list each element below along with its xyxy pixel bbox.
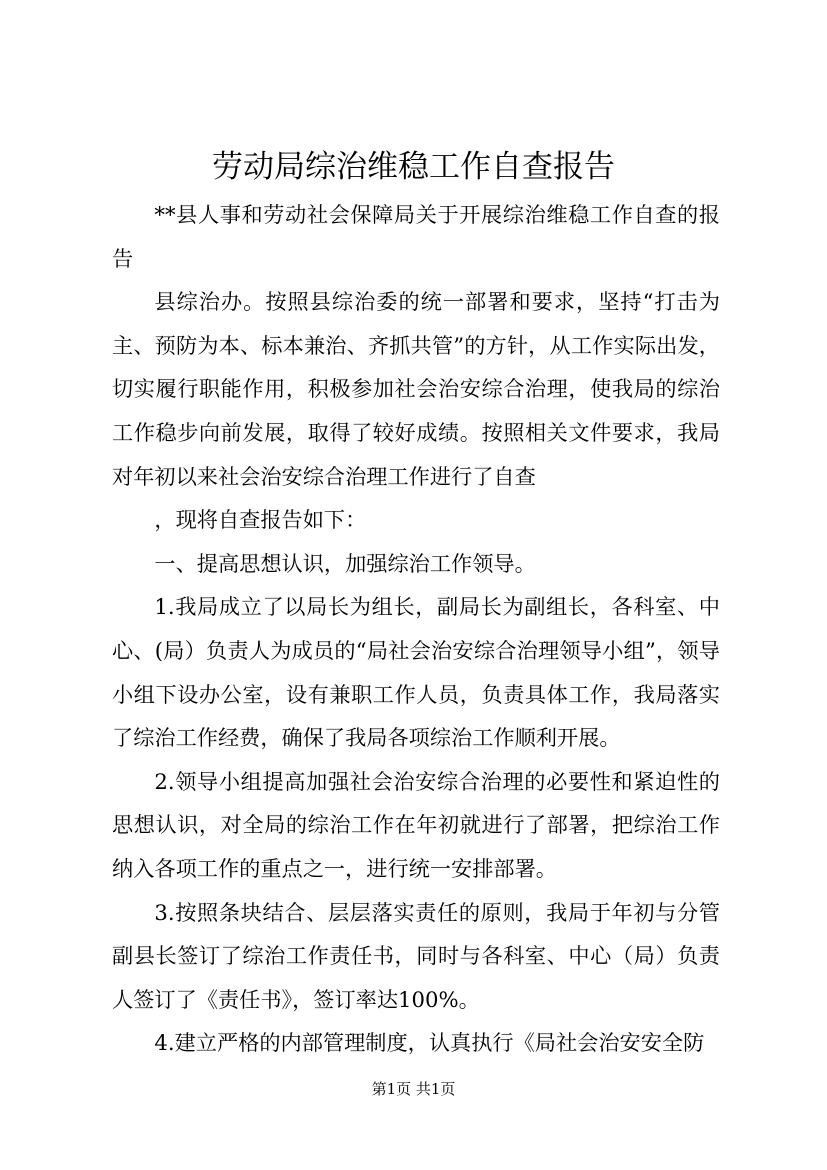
paragraph-item-2: 2.领导小组提高加强社会治安综合治理的必要性和紧迫性的思想认识，对全局的综治工作在年初就进行了部署，把综治工作纳入各项工作的重点之一，进行统一安排部署。	[112, 768, 720, 881]
page-footer: 第1页 共1页	[371, 1080, 456, 1098]
document-body	[112, 193, 720, 1065]
paragraph-heading-line: **县人事和劳动社会保障局关于开展综治维稳工作自查的报告	[112, 202, 720, 271]
paragraph-item-1: 1.我局成立了以局长为组长，副局长为副组长，各科室、中心、(局）负责人为成员的“局社会治安综合治理领导小组”，领导小组下设办公室，设有兼职工作人员，负责具体工作，我局落实了综治工作经费，确保了我局各项综治工作顺利开展。	[112, 594, 720, 751]
paragraph-intro: 县综治办。按照县综治委的统一部署和要求，坚持“打击为主、预防为本、标本兼治、齐抓共管”的方针，从工作实际出发，切实履行职能作用，积极参加社会治安综合治理，使我局的综治工作稳步向前发展，取得了较好成绩。按照相关文件要求，我局对年初以来社会治安综合治理工作进行了自查	[112, 289, 720, 489]
paragraph-item-3: 3.按照条块结合、层层落实责任的原则，我局于年初与分管副县长签订了综治工作责任书，同时与各科室、中心（局）负责人签订了《责任书》，签订率达100%。	[112, 899, 720, 1012]
document-title: 劳动局综治维稳工作自查报告	[212, 149, 615, 185]
paragraph-item-4: 4.建立严格的内部管理制度，认真执行《局社会治安安全防	[154, 1030, 705, 1056]
paragraph-report-lead: ，现将自查报告如下：	[154, 507, 367, 533]
section-heading-1: 一、提高思想认识，加强综治工作领导。	[154, 550, 536, 576]
